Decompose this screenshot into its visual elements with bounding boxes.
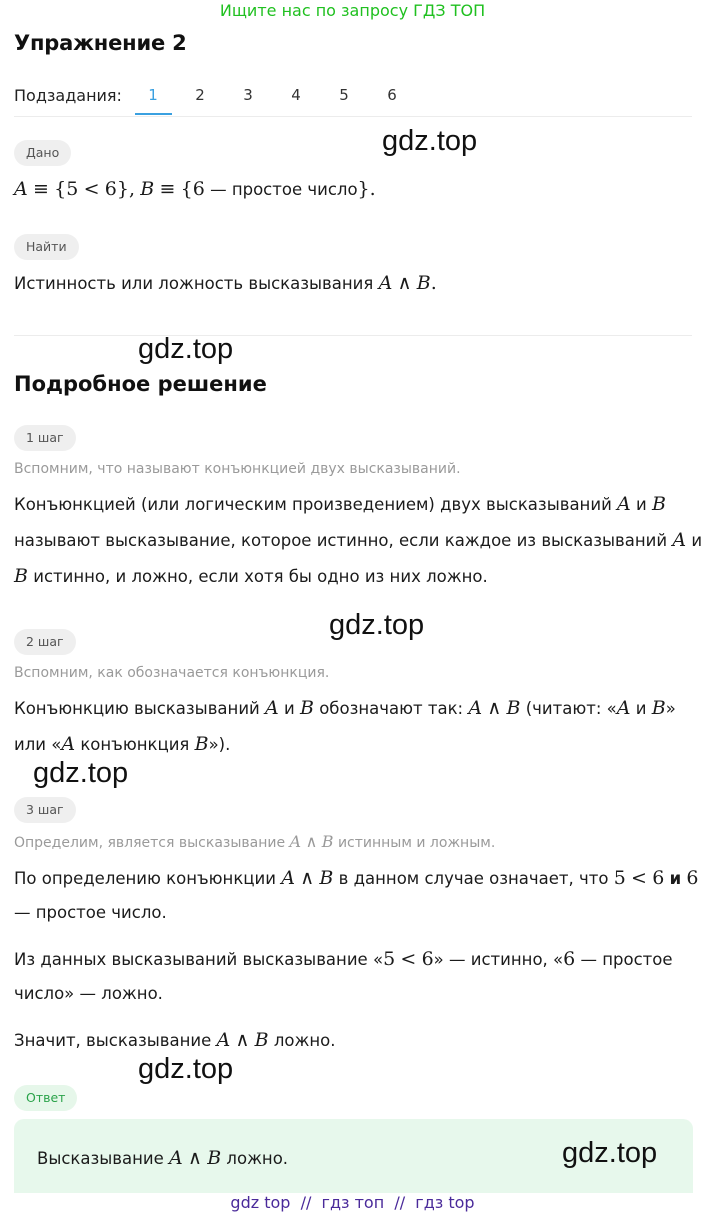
tab-subtask-3[interactable]: 3 bbox=[243, 86, 253, 104]
step1-line3: B истинно, и ложно, если хотя бы одно из них ложно. bbox=[14, 565, 488, 587]
step1-line1: Конъюнкцией (или логическим произведением) двух высказываний A и B bbox=[14, 493, 666, 515]
watermark-3: gdz.top bbox=[329, 609, 425, 641]
find-pill: Найти bbox=[14, 234, 79, 260]
step3-paragraph2-line2: число» — ложно. bbox=[14, 984, 163, 1003]
page-title: Упражнение 2 bbox=[14, 31, 187, 55]
step1-hint: Вспомним, что называют конъюнкцией двух высказываний. bbox=[14, 461, 461, 477]
step2-pill: 2 шаг bbox=[14, 629, 76, 655]
section-divider bbox=[14, 335, 692, 336]
subtasks-label: Подзадания: bbox=[14, 86, 122, 105]
tab-subtask-1[interactable]: 1 bbox=[148, 86, 158, 104]
watermark-6: gdz.top bbox=[562, 1137, 658, 1169]
step1-line2: называют высказывание, которое истинно, если каждое из высказываний A и bbox=[14, 529, 703, 551]
step3-paragraph3: Значит, высказывание A ∧ B ложно. bbox=[14, 1029, 336, 1051]
top-banner: Ищите нас по запросу ГДЗ ТОП bbox=[219, 1, 486, 20]
find-text: Истинность или ложность высказывания A ∧ B. bbox=[14, 272, 437, 294]
answer-text: Высказывание A ∧ B ложно. bbox=[37, 1147, 289, 1169]
tab-subtask-2[interactable]: 2 bbox=[195, 86, 205, 104]
watermark-2: gdz.top bbox=[138, 333, 234, 365]
tab-subtask-4[interactable]: 4 bbox=[291, 86, 301, 104]
step3-hint: Определим, является высказывание A ∧ B истинным и ложным. bbox=[14, 832, 496, 851]
step2-line1: Конъюнкцию высказываний A и B обозначают так: A ∧ B (читают: «A и B» bbox=[14, 697, 676, 719]
step1-pill: 1 шаг bbox=[14, 425, 76, 451]
tab-subtask-5[interactable]: 5 bbox=[339, 86, 349, 104]
solution-title: Подробное решение bbox=[14, 372, 267, 396]
watermark-5: gdz.top bbox=[138, 1053, 234, 1085]
step3-paragraph1-line1: По определению конъюнкции A ∧ B в данном случае означает, что 5 < 6 и 6 bbox=[14, 867, 699, 889]
step3-pill: 3 шаг bbox=[14, 797, 76, 823]
step3-paragraph1-line2: — простое число. bbox=[14, 903, 167, 922]
footer-links[interactable]: gdz top // гдз топ // гдз top bbox=[230, 1193, 475, 1212]
step3-paragraph2-line1: Из данных высказываний высказывание «5 < 6» — истинно, «6 — простое bbox=[14, 948, 673, 970]
tabs-divider bbox=[14, 116, 692, 117]
watermark-1: gdz.top bbox=[382, 125, 478, 157]
step2-line2: или «A конъюнкция B»). bbox=[14, 733, 231, 755]
watermark-4: gdz.top bbox=[33, 757, 129, 789]
answer-pill: Ответ bbox=[14, 1085, 77, 1111]
active-tab-indicator bbox=[135, 113, 172, 115]
given-pill: Дано bbox=[14, 140, 71, 166]
tab-subtask-6[interactable]: 6 bbox=[387, 86, 397, 104]
given-formula: A ≡ {5 < 6}, B ≡ {6 — простое число}. bbox=[14, 178, 376, 200]
step2-hint: Вспомним, как обозначается конъюнкция. bbox=[14, 665, 330, 681]
